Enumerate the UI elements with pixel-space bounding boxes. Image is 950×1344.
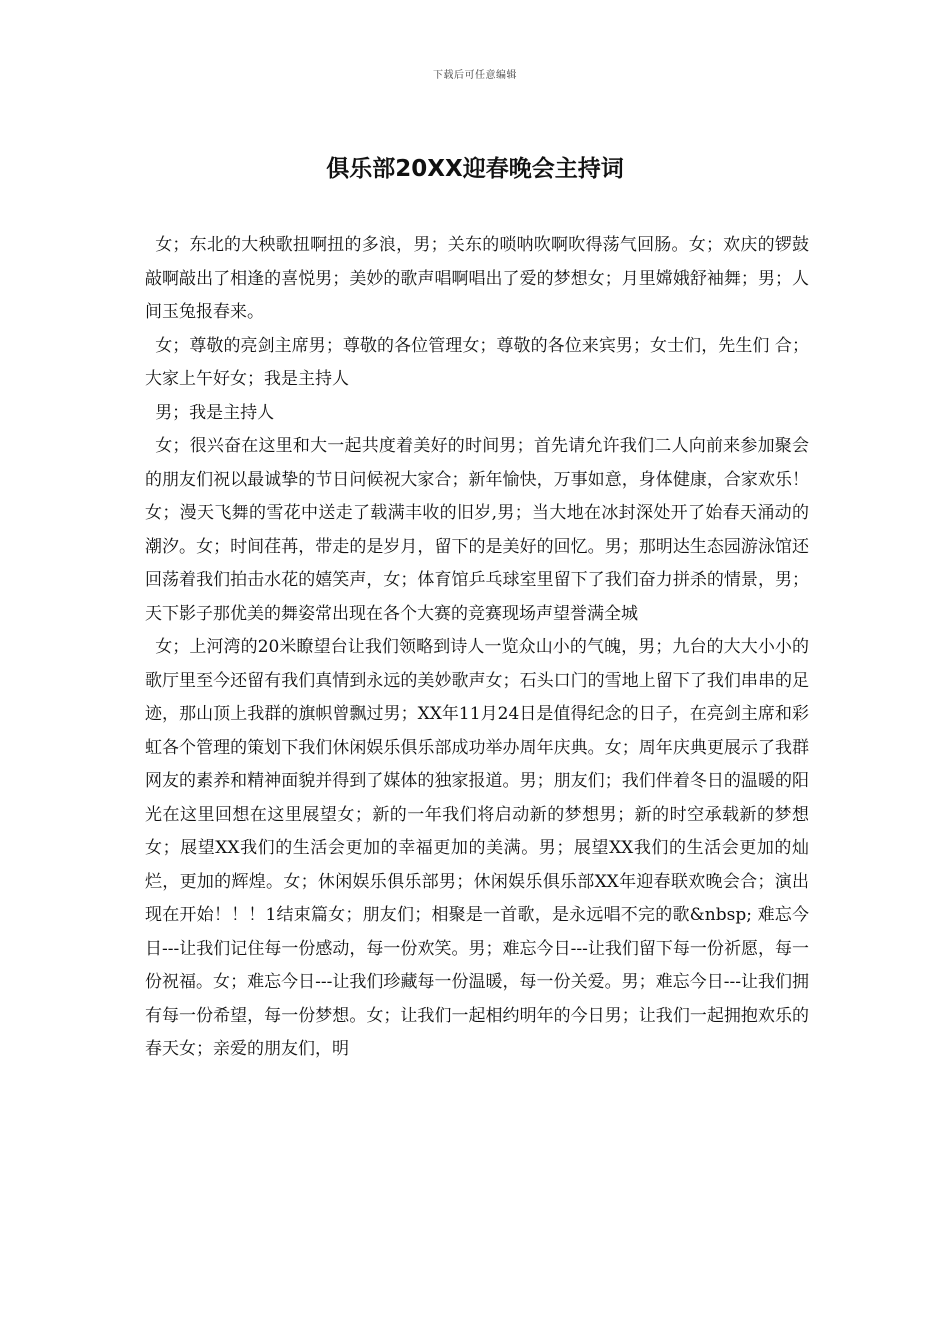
paragraph: 女；东北的大秧歌扭啊扭的多浪，男；关东的唢呐吹啊吹得荡气回肠。女；欢庆的锣鼓敲啊敲出了相逢的喜悦男；美妙的歌声唱啊唱出了爱的梦想女；月里嫦娥舒袖舞；男；人间玉兔报春来。 <box>145 235 809 322</box>
header-note: 下载后可任意编辑 <box>433 70 517 81</box>
paragraph: 女；上河湾的20米瞭望台让我们领略到诗人一览众山小的气魄，男；九台的大大小小的歌厅里至今还留有我们真情到永远的美妙歌声女；石头口门的雪地上留下了我们串串的足迹，那山顶上我群的旗帜曾飘过男；XX年11月24日是值得纪念的日子，在亮剑主席和彩虹各个管理的策划下我们休闲娱乐俱乐部成功举办周年庆典。女；周年庆典更展示了我群网友的素养和精神面貌并得到了媒体的独家报道。男；朋友们；我们伴着冬日的温暖的阳光在这里回想在这里展望女；新的一年我们将启动新的梦想男；新的时空承载新的梦想女；展望XX我们的生活会更加的幸福更加的美满。男；展望XX我们的生活会更加的灿烂，更加的辉煌。女；休闲娱乐俱乐部男；休闲娱乐俱乐部XX年迎春联欢晚会合；演出现在开始！！！1结束篇女；朋友们；相聚是一首歌，是永远唱不完的歌&nbsp; 难忘今日---让我们记住每一份感动，每一份欢笑。男；难忘今日---让我们留下每一份祈愿，每一份祝福。女；难忘今日---让我们珍藏每一份温暖，每一份关爱。男；难忘今日---让我们拥有每一份希望，每一份梦想。女；让我们一起相约明年的今日男；让我们一起拥抱欢乐的春天女；亲爱的朋友们，明 <box>145 637 809 1059</box>
paragraph: 男；我是主持人 <box>155 402 275 423</box>
paragraph: 女；很兴奋在这里和大一起共度着美好的时间男；首先请允许我们二人向前来参加聚会的朋友们祝以最诚挚的节日问候祝大家合；新年愉快，万事如意，身体健康，合家欢乐！女；漫天飞舞的雪花中送走了载满丰收的旧岁,男；当大地在冰封深处开了始春天涌动的潮汐。女；时间荏苒，带走的是岁月，留下的是美好的回忆。男；那明达生态园游泳馆还回荡着我们拍击水花的嬉笑声，女；体育馆乒乓球室里留下了我们奋力拼杀的情景，男；天下影子那优美的舞姿常出现在各个大赛的竞赛现场声望誉满全城 <box>145 436 809 624</box>
paragraph: 女；尊敬的亮剑主席男；尊敬的各位管理女；尊敬的各位来宾男；女士们，先生们 合； 大家上午好女；我是主持人 <box>145 335 809 389</box>
document-title: 俱乐部20XX迎春晚会主持词 <box>326 156 624 182</box>
document-body <box>145 229 809 1067</box>
